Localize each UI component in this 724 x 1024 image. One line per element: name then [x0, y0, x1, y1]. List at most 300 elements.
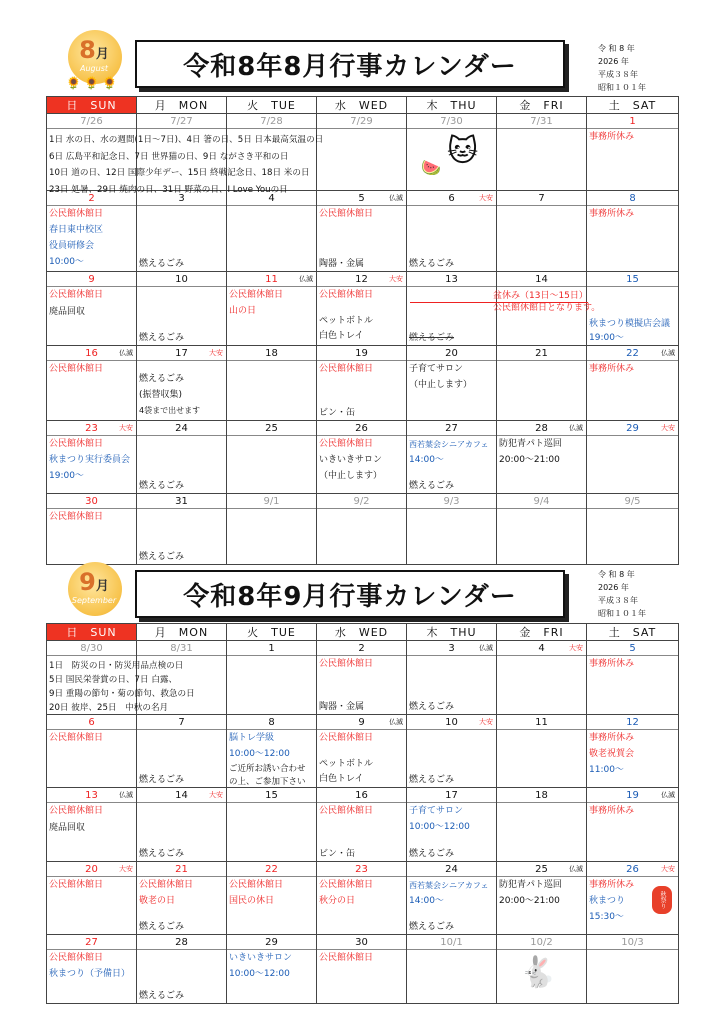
- page-title: 令和8年9月行事カレンダー: [135, 570, 565, 618]
- garbage-text: ペットボトル: [319, 759, 374, 769]
- day-cell: [137, 715, 227, 788]
- day-number: 2: [317, 641, 406, 656]
- event-text: 10:00〜12:00: [409, 822, 470, 832]
- header-wed: 水 WED: [317, 624, 407, 641]
- day-number: 19: [626, 790, 639, 801]
- event-text: 公民館休館日: [229, 880, 284, 890]
- event-text: 11:00〜: [589, 765, 624, 775]
- garbage-text: 燃えるごみ: [409, 849, 455, 859]
- observance-line: 23日 処暑、29日 焼肉の日、31日 野菜の日、I Love Youの日: [49, 184, 288, 195]
- event-text: 公民館休館日: [49, 953, 104, 963]
- day-number: 9/2: [317, 494, 406, 509]
- day-cell: [587, 272, 679, 346]
- day-cell: [47, 272, 137, 346]
- day-number: 30: [47, 494, 136, 509]
- garbage-text: ペットボトル: [319, 316, 374, 326]
- day-cell: [407, 114, 497, 191]
- event-text: 子育てサロン: [409, 364, 464, 374]
- day-number: 15: [227, 788, 316, 803]
- event-text: 国民の休日: [229, 896, 275, 906]
- event-text: 廃品回収: [49, 823, 86, 833]
- event-text: 公民館休館日: [49, 880, 104, 890]
- day-cell: [47, 788, 137, 862]
- day-number: 30: [317, 935, 406, 950]
- event-text: いきいきサロン: [319, 455, 383, 465]
- event-text: 20:00〜21:00: [499, 896, 560, 906]
- week-row: [47, 494, 679, 565]
- day-cell: [587, 788, 679, 862]
- day-number: 15: [587, 272, 678, 287]
- rokuyo-label: 大安: [569, 644, 583, 652]
- event-text: 公民館休館日: [49, 806, 104, 816]
- day-cell: [407, 272, 497, 346]
- calendar-table: [46, 623, 679, 1004]
- garbage-text: 陶器・金属: [319, 702, 365, 712]
- header-sun: 日 SUN: [47, 624, 137, 641]
- day-number: 26: [317, 421, 406, 436]
- day-cell: [587, 191, 679, 272]
- garbage-text: 白色トレイ: [319, 331, 364, 341]
- watermelon-icon: 🍉: [421, 158, 441, 177]
- day-cell: [587, 346, 679, 421]
- day-number: 4: [227, 191, 316, 206]
- header-tue: 火 TUE: [227, 624, 317, 641]
- day-number: 7/30: [407, 114, 496, 129]
- garbage-text: 燃えるごみ: [139, 552, 185, 562]
- rokuyo-label: 仏滅: [479, 644, 493, 652]
- event-text: 10:00〜: [49, 257, 84, 267]
- sunflower-icon: 🌻: [102, 76, 117, 90]
- observances-note: [49, 659, 195, 715]
- day-number: 20: [85, 864, 98, 875]
- event-text: 公民館休館日: [319, 364, 374, 374]
- event-text: 14:00〜: [409, 455, 444, 465]
- day-cell: [317, 494, 407, 565]
- event-text: いきいきサロン: [229, 953, 293, 963]
- era-line: 平成３８年: [598, 70, 638, 79]
- rokuyo-label: 大安: [661, 424, 675, 432]
- day-number: 10/3: [587, 935, 678, 950]
- day-number: 7/31: [497, 114, 586, 129]
- rokuyo-label: 仏滅: [661, 791, 675, 799]
- day-number: 18: [497, 788, 586, 803]
- day-number: 7: [497, 191, 586, 206]
- day-number: 6: [47, 715, 136, 730]
- rokuyo-label: 大安: [661, 865, 675, 873]
- day-cell: [587, 862, 679, 935]
- day-cell: [137, 421, 227, 494]
- day-number: 12: [355, 274, 368, 285]
- week-row: [47, 421, 679, 494]
- garbage-text: 4袋まで出せます: [139, 406, 201, 415]
- week-row: [47, 272, 679, 346]
- event-text: 公民館休館日: [139, 880, 194, 890]
- garbage-text: 白色トレイ: [319, 774, 364, 784]
- event-text: 14:00〜: [409, 896, 444, 906]
- badge-english: August: [80, 64, 108, 73]
- day-cell: [317, 715, 407, 788]
- observance-line: 10日 道の日、12日 国際少年デー、15日 終戦記念日、18日 米の日: [49, 168, 310, 178]
- day-number: 19: [317, 346, 406, 361]
- garbage-text: ビン・缶: [319, 849, 356, 859]
- day-cell: [407, 715, 497, 788]
- event-text: 公民館休館日: [319, 659, 374, 669]
- day-cell: [407, 641, 497, 715]
- event-text: 事務所休み: [589, 733, 635, 743]
- era-line: 昭和１０１年: [598, 609, 646, 618]
- day-cell: [407, 935, 497, 1004]
- event-text: 公民館休館日: [319, 953, 374, 963]
- day-number: 3: [137, 191, 226, 206]
- event-text: 公民館休館日: [49, 209, 104, 219]
- event-text: 事務所休み: [589, 880, 635, 890]
- rokuyo-label: 仏滅: [569, 865, 583, 873]
- event-text: 公民館休館日: [49, 733, 104, 743]
- header-thu: 木 THU: [407, 624, 497, 641]
- garbage-text: 陶器・金属: [319, 259, 365, 269]
- garbage-text: 燃えるごみ: [139, 849, 185, 859]
- event-text: 西若葉会シニアカフェ: [409, 881, 489, 890]
- day-number: 7/28: [227, 114, 316, 129]
- day-cell: [227, 715, 317, 788]
- day-cell: [407, 346, 497, 421]
- day-cell: [497, 788, 587, 862]
- day-cell: [407, 788, 497, 862]
- day-number: 31: [137, 494, 226, 509]
- day-number: 5: [587, 641, 678, 656]
- day-number: 7/27: [137, 114, 226, 129]
- day-number: 7: [137, 715, 226, 730]
- moon-rabbit-icon: 🐇: [519, 955, 557, 990]
- day-cell: [317, 862, 407, 935]
- day-number: 9/3: [407, 494, 496, 509]
- header-thu: 木 THU: [407, 97, 497, 114]
- day-number: 8: [227, 715, 316, 730]
- header-sun: 日 SUN: [47, 97, 137, 114]
- day-number: 13: [85, 790, 98, 801]
- event-text: 敬老祝賀会: [589, 749, 635, 759]
- header-mon: 月 MON: [137, 97, 227, 114]
- day-number: 10: [137, 272, 226, 287]
- day-number: 10/1: [407, 935, 496, 950]
- day-number: 16: [317, 788, 406, 803]
- rokuyo-label: 仏滅: [661, 349, 675, 357]
- week-row: [47, 114, 679, 191]
- day-cell: [47, 935, 137, 1004]
- week-row: [47, 346, 679, 421]
- day-cell: [497, 641, 587, 715]
- day-cell: [47, 862, 137, 935]
- day-number: 17: [175, 348, 188, 359]
- week-row: [47, 641, 679, 715]
- day-number: 14: [497, 272, 586, 287]
- day-number: 12: [587, 715, 678, 730]
- event-text: 15:30〜: [589, 912, 624, 922]
- event-text: （中止します）: [319, 471, 383, 481]
- day-cell: [137, 788, 227, 862]
- day-cell: [137, 346, 227, 421]
- rokuyo-label: 仏滅: [119, 349, 133, 357]
- event-text: 事務所休み: [589, 209, 635, 219]
- garbage-cancelled-text: 燃えるごみ: [409, 333, 455, 343]
- day-cell: [497, 346, 587, 421]
- day-number: 25: [535, 864, 548, 875]
- week-row: [47, 788, 679, 862]
- event-text: 防犯青パト巡回: [499, 880, 562, 890]
- day-cell: [497, 935, 587, 1004]
- observance-line: 5日 国民栄誉賞の日、7日 白露、: [49, 675, 178, 685]
- day-cell: [587, 715, 679, 788]
- day-cell: [317, 346, 407, 421]
- week-row: [47, 715, 679, 788]
- day-cell: [227, 421, 317, 494]
- day-number: 23: [317, 862, 406, 877]
- header-sat: 土 SAT: [587, 97, 679, 114]
- day-cell: [317, 935, 407, 1004]
- day-number: 8/31: [137, 641, 226, 656]
- event-text: 19:00〜: [49, 471, 84, 481]
- day-number: 7/29: [317, 114, 406, 129]
- september-badge: [62, 560, 126, 624]
- day-number: 21: [137, 862, 226, 877]
- day-number: 6: [448, 193, 455, 204]
- day-number: 1: [587, 114, 678, 129]
- event-text: 公民館休館日: [49, 439, 104, 449]
- day-number: 20: [407, 346, 496, 361]
- week-row: [47, 935, 679, 1004]
- day-cell: [497, 114, 587, 191]
- observance-line: 1日 水の日、水の週間(1日〜7日)、4日 箸の日、5日 日本最高気温の日: [49, 135, 324, 145]
- rokuyo-label: 仏滅: [299, 275, 313, 283]
- event-text: 10:00〜12:00: [229, 749, 290, 759]
- era-line: 昭和１０１年: [598, 83, 646, 92]
- event-text: 公民館休館日: [319, 290, 374, 300]
- era-line: 2026 年: [598, 583, 629, 592]
- rokuyo-label: 大安: [119, 424, 133, 432]
- day-number: 5: [358, 193, 365, 204]
- badge-month: 9: [79, 568, 96, 596]
- day-cell: [497, 191, 587, 272]
- day-cell: [227, 272, 317, 346]
- week-row: [47, 862, 679, 935]
- page-title: 令和8年8月行事カレンダー: [135, 40, 565, 88]
- garbage-text: 燃えるごみ: [139, 991, 185, 1001]
- day-number: 18: [227, 346, 316, 361]
- era-box: [598, 568, 646, 620]
- day-cell: [317, 788, 407, 862]
- day-number: 7/26: [47, 114, 136, 129]
- day-number: 8/30: [47, 641, 136, 656]
- event-text: 山の日: [229, 306, 257, 316]
- day-number: 10/2: [497, 935, 586, 950]
- day-number: 8: [587, 191, 678, 206]
- day-cell: [407, 494, 497, 565]
- rokuyo-label: 大安: [479, 194, 493, 202]
- garbage-text: 燃えるごみ: [139, 922, 185, 932]
- august-badge: [62, 28, 126, 92]
- event-text: 事務所休み: [589, 806, 635, 816]
- day-cell: [227, 862, 317, 935]
- garbage-text: (振替収集): [139, 390, 183, 400]
- garbage-text: 燃えるごみ: [409, 702, 455, 712]
- day-cell: [497, 715, 587, 788]
- event-text: 20:00〜21:00: [499, 455, 560, 465]
- header-sat: 土 SAT: [587, 624, 679, 641]
- day-number: 23: [85, 423, 98, 434]
- event-text: 公民館休館日: [319, 806, 374, 816]
- week-row: [47, 191, 679, 272]
- obon-line: 盆休み（13日〜15日）: [493, 291, 588, 301]
- day-number: 9: [47, 272, 136, 287]
- garbage-text: 燃えるごみ: [409, 922, 455, 932]
- day-cell: [317, 114, 407, 191]
- day-cell: [587, 935, 679, 1004]
- header-wed: 水 WED: [317, 97, 407, 114]
- day-number: 28: [137, 935, 226, 950]
- event-text: 秋まつり（予備日）: [49, 969, 131, 979]
- header-mon: 月 MON: [137, 624, 227, 641]
- day-number: 1: [227, 641, 316, 656]
- day-cell: [493, 272, 601, 346]
- event-text: 公民館休館日: [319, 733, 374, 743]
- day-cell: [317, 191, 407, 272]
- event-text: 秋まつり実行委員会: [49, 455, 131, 465]
- day-cell: [587, 494, 679, 565]
- day-cell: [227, 191, 317, 272]
- rokuyo-label: 仏滅: [389, 194, 403, 202]
- day-cell: [227, 346, 317, 421]
- day-cell: [47, 494, 137, 565]
- sunflower-icon: 🌻: [66, 76, 81, 90]
- event-text: 敬老の日: [139, 896, 176, 906]
- calendar-table: [46, 96, 679, 565]
- day-number: 2: [88, 193, 95, 204]
- rokuyo-label: 大安: [119, 865, 133, 873]
- weekday-header: [47, 97, 679, 114]
- observance-line: 1日 防災の日・防災用品点検の日: [49, 661, 184, 671]
- event-note: ご近所お誘い合わせ: [229, 764, 306, 774]
- event-text: 事務所休み: [589, 659, 635, 669]
- day-cell: [47, 346, 137, 421]
- day-number: 28: [535, 423, 548, 434]
- day-number: 24: [407, 862, 496, 877]
- day-cell: [587, 641, 679, 715]
- rokuyo-label: 大安: [479, 718, 493, 726]
- obon-arrow-line: [410, 302, 588, 303]
- day-number: 10: [445, 717, 458, 728]
- rokuyo-label: 仏滅: [569, 424, 583, 432]
- event-text: 事務所休み: [589, 132, 635, 142]
- day-cell: [407, 862, 497, 935]
- day-cell: [47, 715, 137, 788]
- day-cell: [317, 421, 407, 494]
- garbage-text: 燃えるごみ: [139, 259, 185, 269]
- day-number: 22: [227, 862, 316, 877]
- day-number: 11: [265, 274, 278, 285]
- day-cell: [497, 862, 587, 935]
- day-cell: [227, 641, 317, 715]
- event-text: 西若葉会シニアカフェ: [409, 440, 489, 449]
- era-line: 2026 年: [598, 57, 629, 66]
- day-number: 9/5: [587, 494, 678, 509]
- obon-line: 公民館休館日となります。: [493, 303, 601, 313]
- sunflower-icon: 🌻: [84, 76, 99, 90]
- event-text: 19:00〜: [589, 333, 624, 343]
- observance-line: 20日 彼岸、25日 中秋の名月: [49, 703, 169, 713]
- header-fri: 金 FRI: [497, 97, 587, 114]
- day-number: 11: [497, 715, 586, 730]
- rokuyo-label: 仏滅: [389, 718, 403, 726]
- day-number: 26: [626, 864, 639, 875]
- event-text: 防犯青パト巡回: [499, 439, 562, 449]
- day-number: 25: [227, 421, 316, 436]
- day-cell: [587, 114, 679, 191]
- day-cell: [497, 421, 587, 494]
- event-text: 子育てサロン: [409, 806, 464, 816]
- day-cell: [407, 421, 497, 494]
- weekday-header: [47, 624, 679, 641]
- cat-watermelon-icon: 🐱: [447, 134, 479, 169]
- day-number: 29: [626, 423, 639, 434]
- event-text: 10:00〜12:00: [229, 969, 290, 979]
- observance-line: 9日 重陽の節句・菊の節句、救急の日: [49, 689, 195, 699]
- header-fri: 金 FRI: [497, 624, 587, 641]
- day-number: 3: [448, 643, 455, 654]
- day-cell: [137, 935, 227, 1004]
- day-cell: [317, 641, 407, 715]
- event-text: 公民館休館日: [229, 290, 284, 300]
- event-text: 秋まつり: [589, 896, 626, 906]
- event-text: 公民館休館日: [319, 209, 374, 219]
- header-tue: 火 TUE: [227, 97, 317, 114]
- day-number: 9/4: [497, 494, 586, 509]
- badge-english: September: [71, 596, 117, 605]
- day-number: 17: [407, 788, 496, 803]
- garbage-text: 燃えるごみ: [139, 333, 185, 343]
- garbage-text: 燃えるごみ: [139, 775, 185, 785]
- event-text: 秋まつり模擬店会議: [589, 319, 671, 329]
- day-number: 4: [538, 643, 545, 654]
- day-cell: [137, 191, 227, 272]
- garbage-text: ビン・缶: [319, 408, 356, 418]
- lantern-icon: 秋祭り: [652, 886, 672, 914]
- observances-note: [49, 132, 323, 198]
- garbage-text: 燃えるごみ: [139, 481, 185, 491]
- day-cell: [227, 788, 317, 862]
- day-number: 14: [175, 790, 188, 801]
- rokuyo-label: 大安: [389, 275, 403, 283]
- observance-line: 6日 広島平和記念日、7日 世界猫の日、9日 ながさき平和の日: [49, 151, 289, 162]
- event-text: 公民館休館日: [49, 512, 104, 522]
- day-number: 13: [407, 272, 496, 287]
- era-line: 令 和 8 年: [598, 44, 635, 53]
- day-number: 9/1: [227, 494, 316, 509]
- event-text: 公民館休館日: [49, 364, 104, 374]
- era-box: [598, 42, 646, 94]
- badge-unit: 月: [95, 47, 109, 62]
- day-cell: [227, 494, 317, 565]
- day-number: 22: [626, 348, 639, 359]
- event-text: 公民館休館日: [49, 290, 104, 300]
- day-cell: [587, 421, 679, 494]
- day-number: 16: [85, 348, 98, 359]
- day-cell: [317, 272, 407, 346]
- day-cell: [227, 935, 317, 1004]
- rokuyo-label: 仏滅: [119, 791, 133, 799]
- day-cell: [497, 494, 587, 565]
- event-text: 脳トレ学級: [229, 733, 275, 743]
- event-text: 公民館休館日: [319, 439, 374, 449]
